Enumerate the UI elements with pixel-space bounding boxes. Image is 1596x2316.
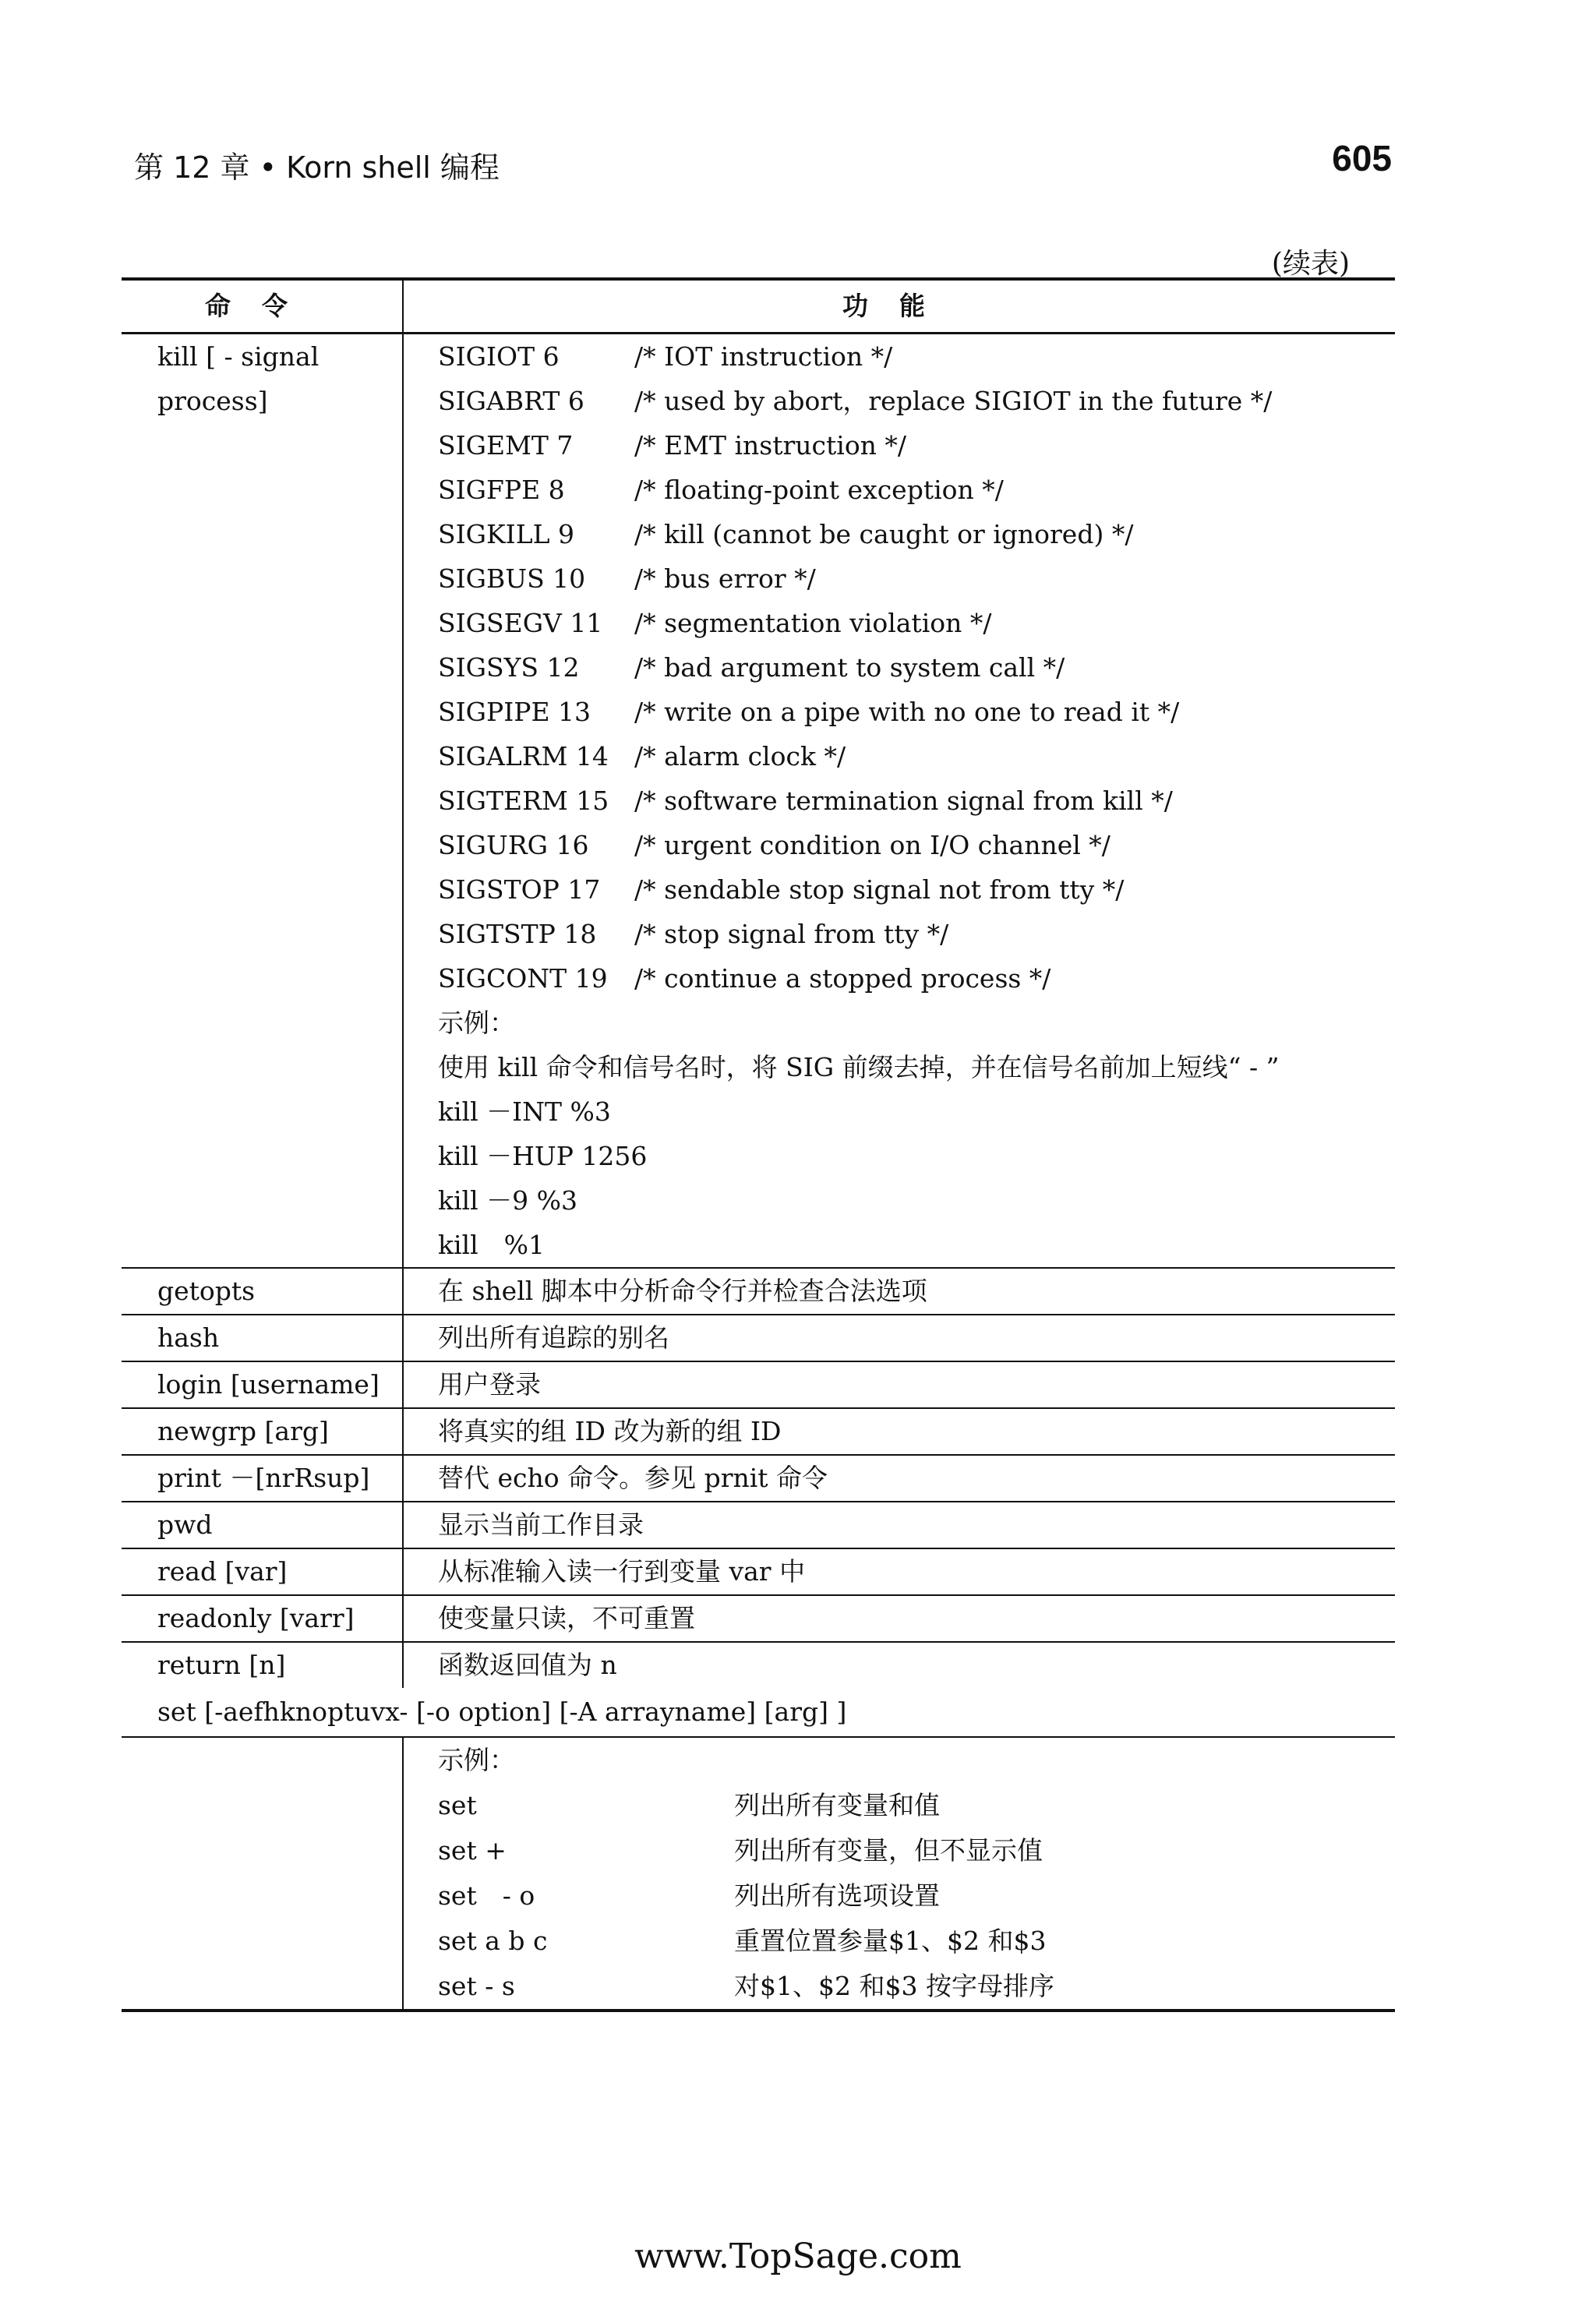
signal-desc: /* alarm clock */ [634, 741, 846, 771]
signal-desc: /* software termination signal from kill */ [634, 786, 1173, 816]
set-example-row [122, 1738, 1395, 2009]
kill-row [122, 334, 1395, 1269]
signal-desc: /* stop signal from tty */ [634, 919, 949, 949]
signal-line [438, 778, 1395, 823]
signal-name: SIGFPE 8 [438, 475, 565, 505]
table-row [122, 1315, 1395, 1362]
table-row [122, 1456, 1395, 1502]
set-example-command: set + [438, 1835, 507, 1866]
signal-line [438, 334, 1395, 379]
signal-line [438, 423, 1395, 468]
signal-desc: /* used by abort，replace SIGIOT in the future */ [634, 386, 1273, 416]
set-syntax: set [-aefhknoptuvx- [-o option] [-A arrayname] [arg] ] [157, 1696, 847, 1727]
table-row [122, 1549, 1395, 1596]
signal-line [438, 690, 1395, 734]
signal-name: SIGBUS 10 [438, 563, 586, 594]
signal-line [438, 912, 1395, 956]
function-cell: 将真实的组 ID 改为新的组 ID [438, 1416, 782, 1446]
continued-label: (续表) [1271, 248, 1350, 280]
set-example-command: set [438, 1790, 477, 1820]
set-empty-cell [122, 1738, 404, 2009]
function-cell: 用户登录 [438, 1369, 541, 1400]
set-example-command: set - s [438, 1971, 515, 2001]
signal-line [438, 645, 1395, 690]
command-cell: getopts [122, 1269, 404, 1314]
command-cell: read [var] [122, 1549, 404, 1594]
column-header-function: 功能 [842, 291, 956, 321]
kill-examples [438, 1089, 1395, 1267]
signal-name: SIGSYS 12 [438, 652, 580, 683]
command-table [122, 277, 1395, 2012]
column-header-command: 命令 [122, 281, 404, 332]
set-examples [438, 1783, 1395, 2009]
signal-name: SIGIOT 6 [438, 341, 560, 372]
signal-desc: /* bad argument to system call */ [634, 652, 1065, 683]
signal-desc: /* segmentation violation */ [634, 608, 992, 638]
set-example-line [438, 1919, 1395, 1964]
signal-name: SIGEMT 7 [438, 430, 574, 461]
set-example-command: set a b c [438, 1926, 548, 1956]
set-example-desc: 重置位置参量$1、$2 和$3 [734, 1926, 1047, 1956]
kill-example-line: kill －INT %3 [438, 1096, 611, 1127]
function-cell: 从标准输入读一行到变量 var 中 [438, 1556, 806, 1587]
kill-command-line: kill [ - signal [157, 341, 320, 372]
signal-line [438, 956, 1395, 1001]
example-note: 使用 kill 命令和信号名时，将 SIG 前缀去掉，并在信号名前加上短线“ - ” [438, 1052, 1280, 1082]
signal-line [438, 601, 1395, 645]
signal-name: SIGABRT 6 [438, 386, 584, 416]
kill-command-line: process] [157, 386, 268, 416]
signal-line [438, 468, 1395, 512]
signal-line [438, 512, 1395, 556]
set-syntax-row [122, 1688, 1395, 1738]
set-example-desc: 列出所有选项设置 [734, 1880, 940, 1911]
function-cell: 在 shell 脚本中分析命令行并检查合法选项 [438, 1276, 927, 1306]
function-cell: 使变量只读，不可重置 [438, 1603, 695, 1633]
function-cell: 替代 echo 命令。参见 prnit 命令 [438, 1463, 828, 1493]
footer-url: www.TopSage.com [634, 2237, 962, 2276]
signal-name: SIGALRM 14 [438, 741, 609, 771]
signal-name: SIGSTOP 17 [438, 874, 601, 905]
set-example-line [438, 1783, 1395, 1828]
chapter-header: 第 12 章 • Korn shell 编程 [134, 150, 500, 185]
signal-desc: /* floating-point exception */ [634, 475, 1004, 505]
kill-example-line: kill －HUP 1256 [438, 1141, 648, 1171]
kill-function-cell [404, 334, 1395, 1267]
page-number: 605 [1332, 138, 1392, 178]
signal-list [438, 334, 1395, 1001]
set-example-desc: 列出所有变量和值 [734, 1790, 940, 1820]
kill-command-cell [122, 334, 404, 1267]
command-cell: pwd [122, 1502, 404, 1548]
command-cell: readonly [varr] [122, 1596, 404, 1641]
signal-name: SIGURG 16 [438, 830, 589, 860]
table-row [122, 1502, 1395, 1549]
kill-example-line: kill %1 [438, 1230, 546, 1260]
signal-desc: /* kill (cannot be caught or ignored) */ [634, 519, 1134, 549]
command-cell: print －[nrRsup] [122, 1456, 404, 1501]
command-cell: newgrp [arg] [122, 1409, 404, 1454]
set-example-label: 示例： [438, 1745, 515, 1775]
function-cell: 显示当前工作目录 [438, 1509, 644, 1540]
signal-line [438, 556, 1395, 601]
signal-desc: /* sendable stop signal not from tty */ [634, 874, 1125, 905]
example-label: 示例： [438, 1008, 515, 1038]
table-row [122, 1362, 1395, 1409]
set-example-desc: 列出所有变量，但不显示值 [734, 1835, 1043, 1866]
signal-desc: /* EMT instruction */ [634, 430, 907, 461]
signal-name: SIGTERM 15 [438, 786, 609, 816]
signal-desc: /* IOT instruction */ [634, 341, 893, 372]
set-example-line [438, 1873, 1395, 1919]
signal-line [438, 823, 1395, 867]
command-cell: return [n] [122, 1643, 404, 1688]
table-row [122, 1269, 1395, 1315]
function-cell: 函数返回值为 n [438, 1650, 617, 1680]
signal-name: SIGCONT 19 [438, 963, 608, 994]
kill-example-line: kill －9 %3 [438, 1185, 577, 1216]
signal-name: SIGPIPE 13 [438, 697, 591, 727]
signal-desc: /* continue a stopped process */ [634, 963, 1051, 994]
set-example-line [438, 1964, 1395, 2009]
set-example-line [438, 1828, 1395, 1873]
table-row [122, 1409, 1395, 1456]
command-cell: login [username] [122, 1362, 404, 1407]
command-cell: hash [122, 1315, 404, 1361]
signal-name: SIGSEGV 11 [438, 608, 603, 638]
function-cell: 列出所有追踪的别名 [438, 1322, 669, 1353]
table-row [122, 1643, 1395, 1688]
signal-line [438, 379, 1395, 423]
signal-desc: /* write on a pipe with no one to read it */ [634, 697, 1180, 727]
table-row [122, 1596, 1395, 1643]
set-example-command: set - o [438, 1880, 535, 1911]
set-example-cell [404, 1738, 1395, 2009]
signal-name: SIGKILL 9 [438, 519, 575, 549]
signal-desc: /* urgent condition on I/O channel */ [634, 830, 1110, 860]
table-header-row [122, 281, 1395, 334]
signal-line [438, 734, 1395, 778]
signal-name: SIGTSTP 18 [438, 919, 597, 949]
signal-desc: /* bus error */ [634, 563, 816, 594]
set-example-desc: 对$1、$2 和$3 按字母排序 [734, 1971, 1054, 2001]
signal-line [438, 867, 1395, 912]
